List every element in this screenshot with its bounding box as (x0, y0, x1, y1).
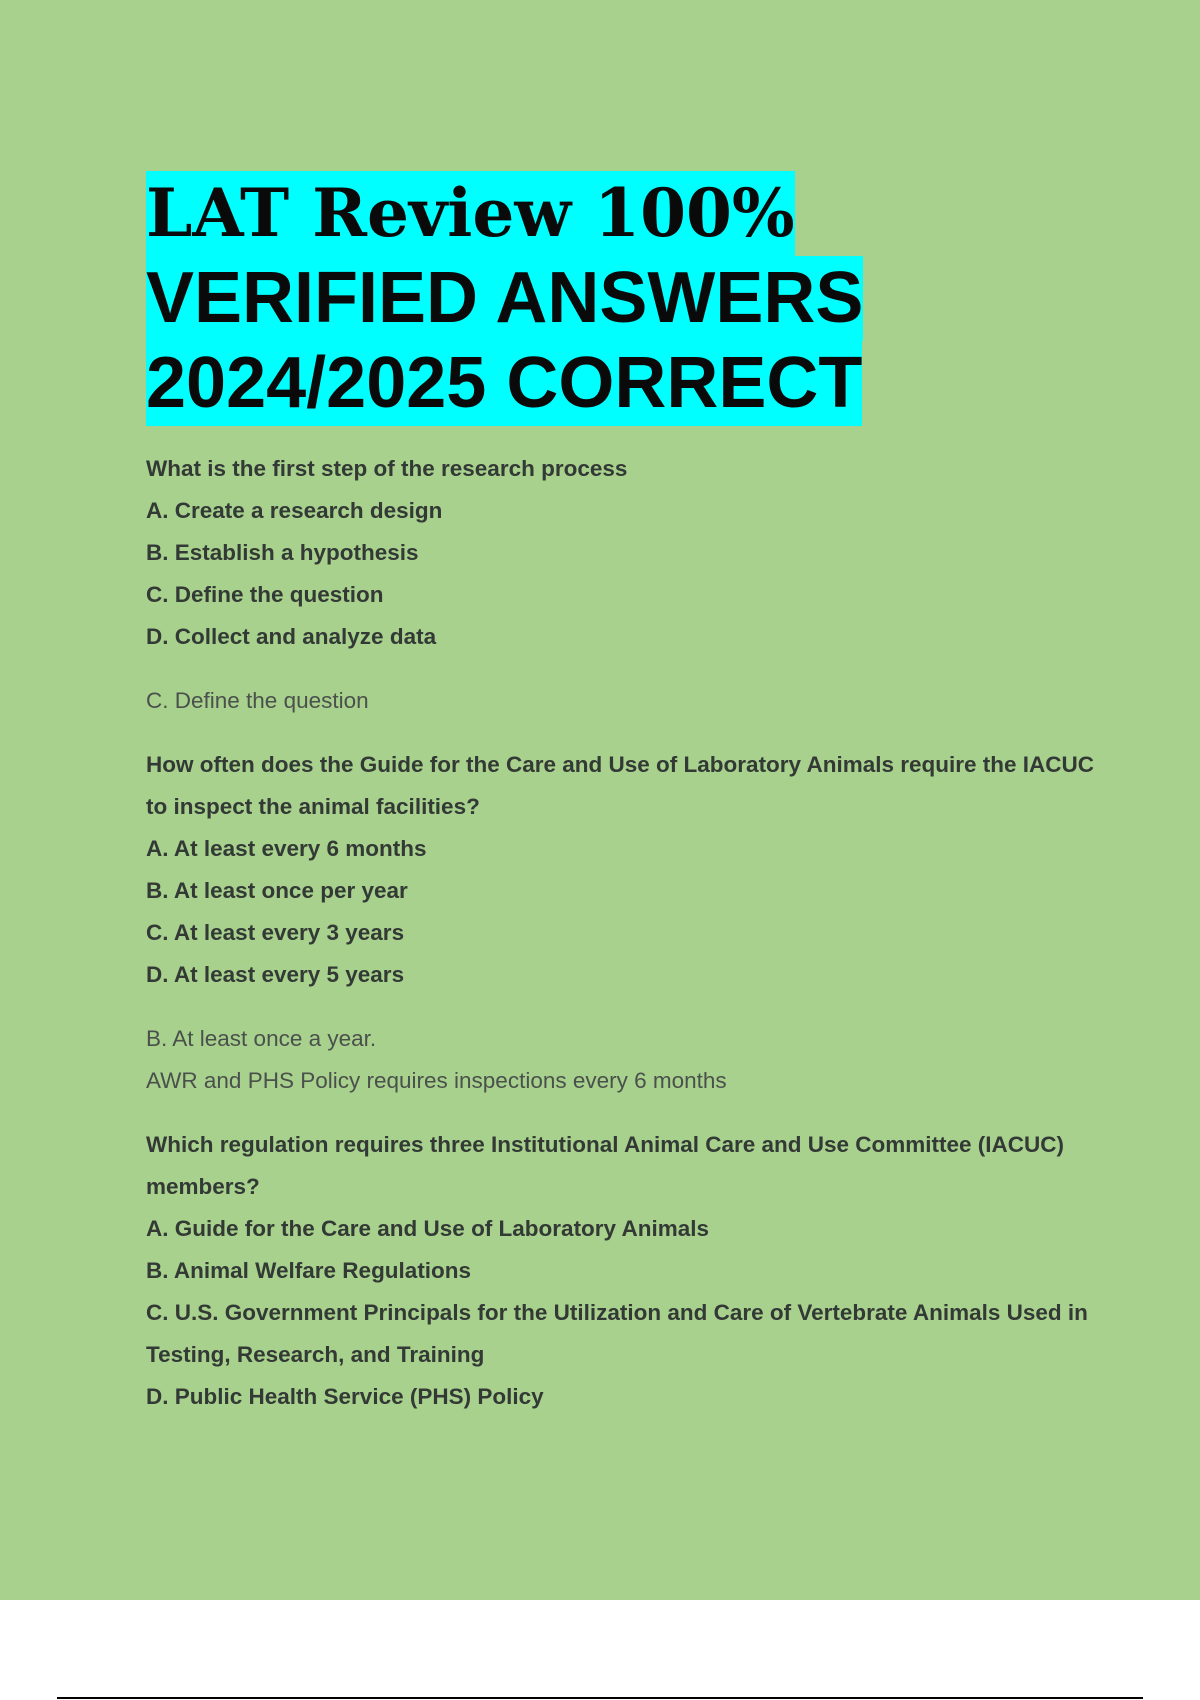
answer-note: AWR and PHS Policy requires inspections every 6 months (146, 1068, 727, 1093)
option-a: A. Create a research design (146, 498, 443, 523)
answer-text: C. Define the question (146, 688, 369, 713)
answer-text: B. At least once a year. (146, 1026, 377, 1051)
option-d: D. Public Health Service (PHS) Policy (146, 1384, 544, 1409)
question-text: How often does the Guide for the Care and Use of Laboratory Animals require the IACUC to inspect the animal facilities? (146, 752, 1095, 819)
option-b: B. Animal Welfare Regulations (146, 1258, 472, 1283)
footer-rule (57, 1697, 1143, 1699)
answer-block (146, 1018, 1096, 1102)
question-block-2 (146, 744, 1096, 1102)
option-c: C. Define the question (146, 582, 384, 607)
option-d: D. Collect and analyze data (146, 624, 437, 649)
document-content (146, 170, 1096, 1418)
question-text: What is the first step of the research process (146, 456, 628, 481)
title-line-1: LAT Review 100% (146, 171, 795, 256)
option-a: A. At least every 6 months (146, 836, 427, 861)
option-c: C. At least every 3 years (146, 920, 405, 945)
option-d: D. At least every 5 years (146, 962, 405, 987)
option-b: B. At least once per year (146, 878, 408, 903)
document-title (146, 170, 1096, 426)
question-block-1 (146, 448, 1096, 722)
question-block-3 (146, 1124, 1096, 1418)
option-a: A. Guide for the Care and Use of Laboratory Animals (146, 1216, 710, 1241)
question-text: Which regulation requires three Institutional Animal Care and Use Committee (IACUC) members? (146, 1132, 1065, 1199)
answer-block (146, 680, 1096, 722)
title-line-3: 2024/2025 CORRECT (146, 341, 862, 426)
option-b: B. Establish a hypothesis (146, 540, 419, 565)
title-line-2: VERIFIED ANSWERS (146, 256, 863, 341)
option-c: C. U.S. Government Principals for the Utilization and Care of Vertebrate Animals Used in Testing, Research, and Training (146, 1300, 1088, 1367)
